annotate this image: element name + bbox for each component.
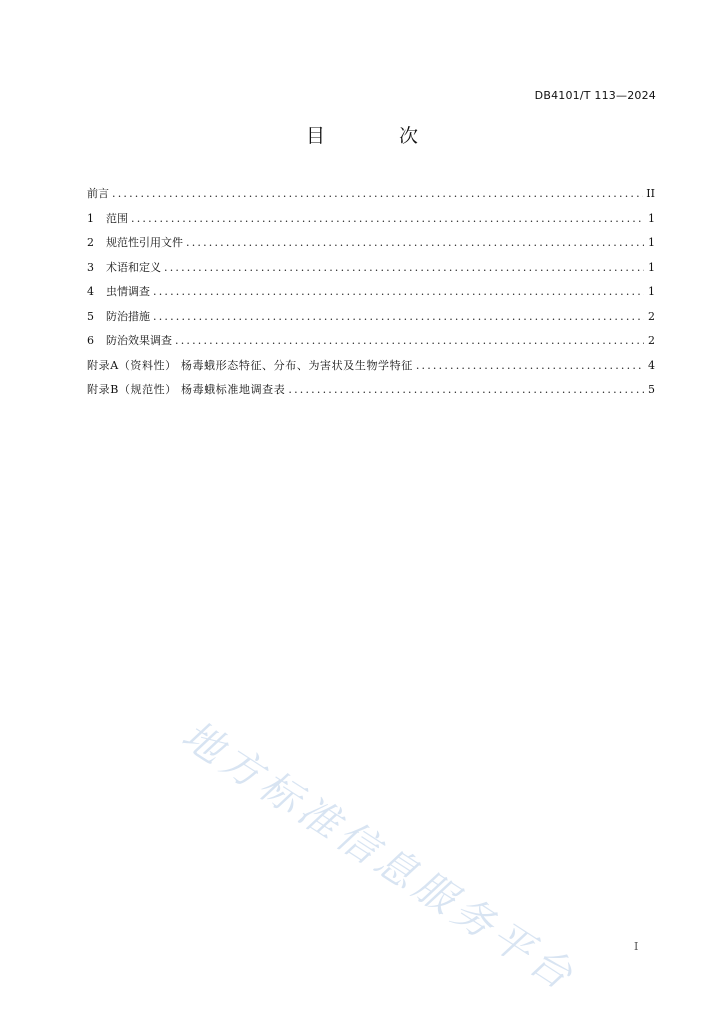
- toc-entry-appendix-b[interactable]: [87, 381, 655, 406]
- toc-entry-label: 范围: [106, 211, 128, 225]
- toc-entry-label: 附录B（规范性） 杨毒蛾标准地调查表: [87, 383, 286, 396]
- document-code: DB4101/T 113—2024: [534, 89, 656, 102]
- toc-entry-2[interactable]: [87, 234, 655, 259]
- toc-dot-leader: [112, 187, 643, 200]
- toc-dot-leader: [175, 334, 644, 347]
- toc-entry-page: 4: [648, 358, 655, 372]
- toc-entry-3[interactable]: [87, 259, 655, 284]
- toc-entry-number: 4: [87, 285, 94, 298]
- toc-entry-page: 1: [648, 211, 655, 225]
- toc-entry-foreword[interactable]: [87, 185, 655, 210]
- toc-entry-label: 防治措施: [106, 309, 150, 323]
- toc-entry-page: 1: [648, 236, 655, 249]
- toc-entry-number: 1: [87, 211, 94, 225]
- toc-dot-leader: [131, 212, 644, 225]
- toc-dot-leader: [288, 383, 644, 396]
- toc-entry-label: 虫情调查: [106, 285, 150, 298]
- toc-entry-label: 防治效果调查: [106, 334, 172, 347]
- toc-entry-label: 术语和定义: [106, 260, 161, 274]
- toc-entry-page: 2: [648, 334, 655, 347]
- toc-entry-page: 1: [648, 260, 655, 274]
- page-title: 目 次: [305, 125, 453, 147]
- toc-dot-leader: [153, 310, 644, 323]
- toc-entry-number: 3: [87, 260, 94, 274]
- toc-entry-4[interactable]: [87, 283, 655, 308]
- toc-entry-number: 2: [87, 236, 94, 249]
- watermark: 地方标准信息服务平台: [173, 712, 585, 1002]
- toc-entry-label: 规范性引用文件: [106, 236, 183, 249]
- toc-dot-leader: [416, 359, 644, 372]
- toc-entry-page: II: [646, 187, 655, 200]
- toc-entry-6[interactable]: [87, 332, 655, 357]
- toc-entry-page: 2: [648, 309, 655, 323]
- table-of-contents: [87, 185, 655, 406]
- toc-entry-5[interactable]: [87, 308, 655, 333]
- toc-entry-appendix-a[interactable]: [87, 357, 655, 382]
- toc-entry-page: 1: [648, 285, 655, 298]
- toc-dot-leader: [153, 285, 644, 298]
- toc-entry-1[interactable]: [87, 210, 655, 235]
- toc-entry-page: 5: [648, 383, 655, 396]
- page-number: I: [634, 940, 639, 953]
- toc-dot-leader: [186, 236, 644, 249]
- toc-entry-number: 5: [87, 309, 94, 323]
- toc-entry-label: 前言: [87, 187, 109, 200]
- toc-entry-number: 6: [87, 334, 94, 347]
- toc-entry-label: 附录A（资料性） 杨毒蛾形态特征、分布、为害状及生物学特征: [87, 358, 413, 372]
- toc-dot-leader: [164, 261, 644, 274]
